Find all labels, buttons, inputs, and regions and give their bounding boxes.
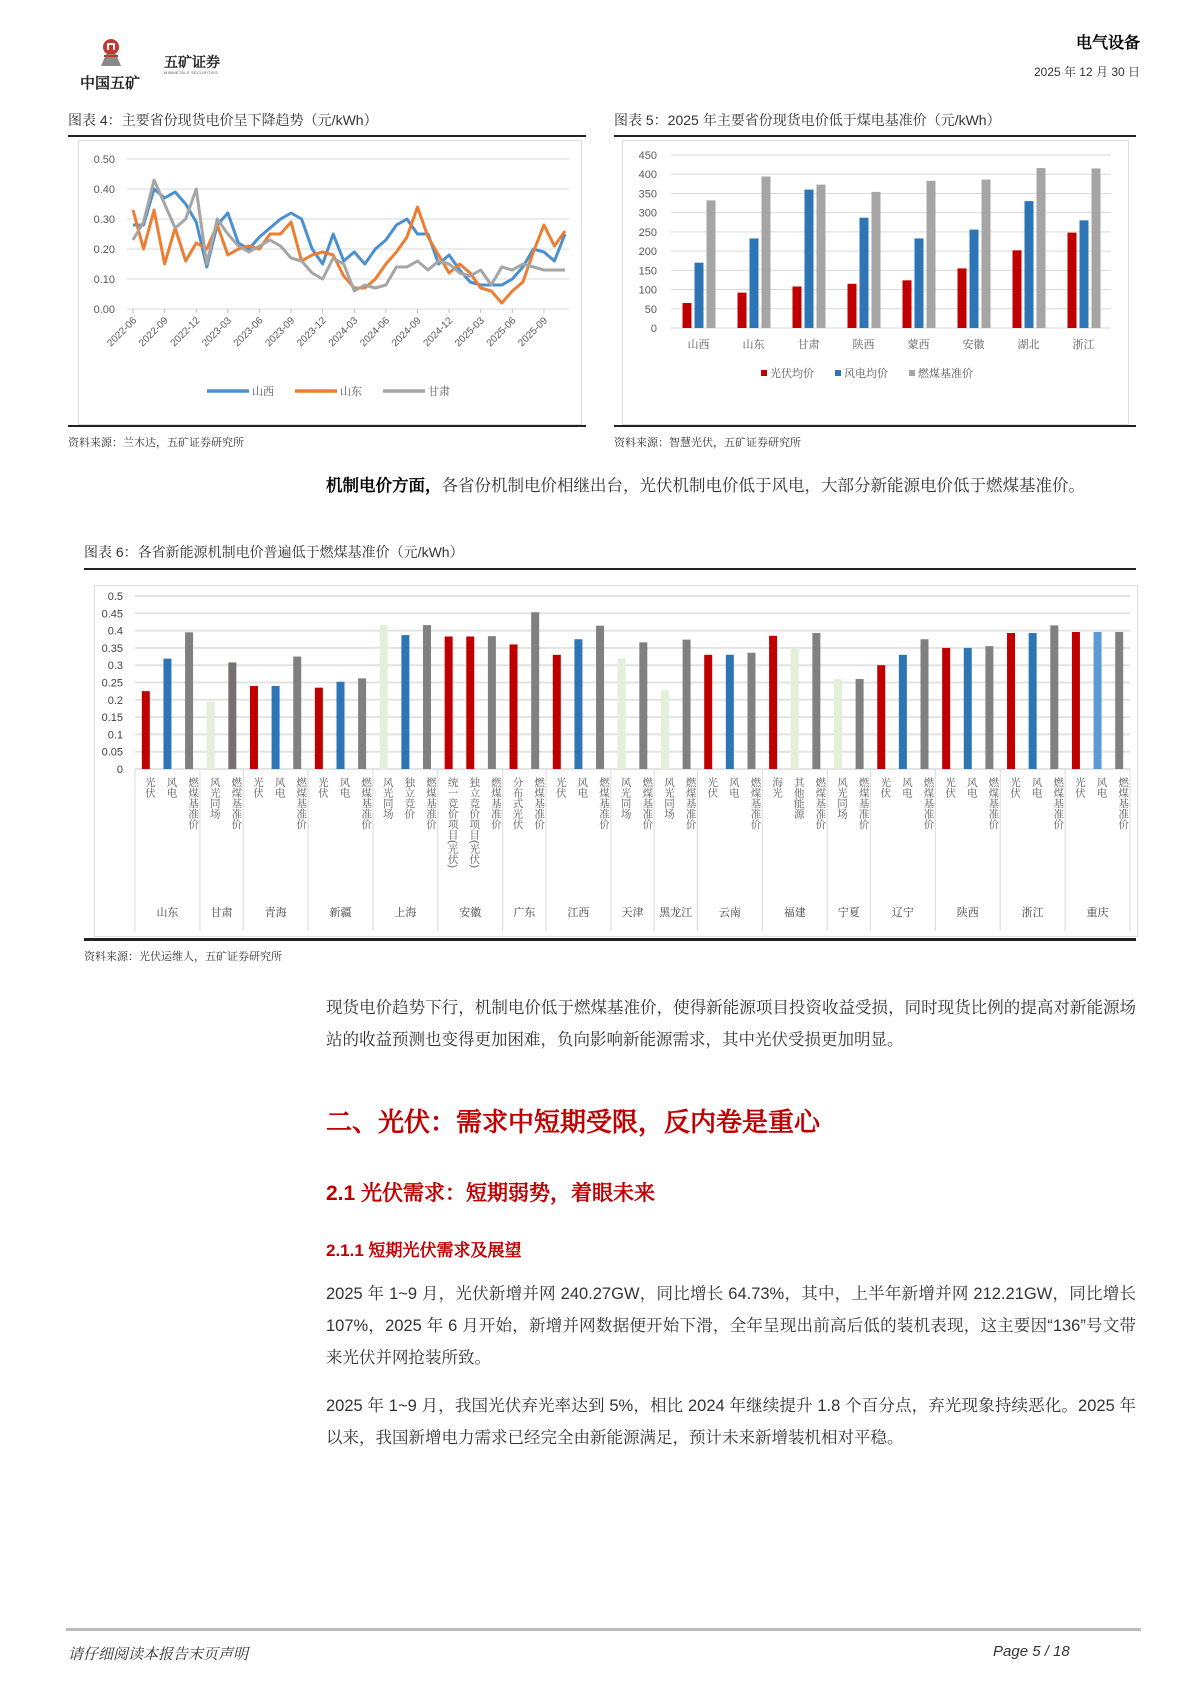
figure5-bottom-rule (614, 425, 1136, 427)
svg-text:海光: 海光 (771, 777, 784, 798)
report-header (1034, 30, 1140, 80)
svg-text:2024-06: 2024-06 (358, 315, 392, 350)
svg-text:陕西: 陕西 (956, 907, 979, 919)
svg-text:燃煤基准价: 燃煤基准价 (814, 777, 827, 830)
svg-text:风电: 风电 (338, 777, 351, 798)
svg-text:天津: 天津 (621, 907, 644, 919)
svg-text:湖北: 湖北 (1017, 339, 1040, 351)
figure6-title: 图表 6：各省新能源机制电价普遍低于燃煤基准价（元/kWh） (84, 544, 464, 560)
figure6-rule (84, 568, 1136, 570)
svg-text:风光同场: 风光同场 (619, 777, 632, 819)
figure4-chart (78, 140, 582, 425)
svg-text:光伏: 光伏 (316, 777, 329, 798)
svg-text:2022-12: 2022-12 (168, 315, 203, 350)
svg-text:燃煤基准价: 燃煤基准价 (230, 777, 243, 830)
svg-text:2023-06: 2023-06 (231, 315, 266, 350)
company-logo (80, 38, 250, 98)
svg-text:2024-12: 2024-12 (421, 315, 456, 350)
svg-text:光伏: 光伏 (1073, 777, 1086, 798)
svg-text:山东: 山东 (742, 339, 765, 351)
svg-text:风光同场: 风光同场 (208, 777, 221, 819)
bar-chart (623, 141, 1128, 424)
svg-text:黑龙江: 黑龙江 (659, 907, 693, 919)
svg-text:燃煤基准价: 燃煤基准价 (187, 777, 200, 830)
svg-text:风光同场: 风光同场 (662, 777, 675, 819)
svg-text:2025-06: 2025-06 (484, 315, 519, 350)
figure5-rule (614, 135, 1136, 137)
svg-text:0.4: 0.4 (107, 625, 123, 638)
svg-text:0.1: 0.1 (107, 729, 123, 742)
svg-text:重庆: 重庆 (1086, 907, 1109, 919)
paragraph-mechanism-price (326, 470, 1136, 502)
svg-text:燃煤基准价: 燃煤基准价 (857, 777, 870, 830)
figure4-rule (68, 135, 586, 137)
svg-text:其他能源: 其他能源 (792, 777, 805, 819)
svg-text:风电: 风电 (273, 777, 286, 798)
svg-text:辽宁: 辽宁 (891, 907, 914, 919)
svg-text:2023-09: 2023-09 (263, 315, 298, 350)
svg-text:广东: 广东 (513, 907, 536, 919)
svg-text:风电: 风电 (1095, 777, 1108, 798)
svg-text:独立竞价项目(光伏): 独立竞价项目(光伏) (468, 777, 481, 868)
svg-text:燃煤基准价: 燃煤基准价 (489, 777, 502, 830)
svg-text:风光同场: 风光同场 (381, 777, 394, 819)
svg-text:0.00: 0.00 (93, 304, 115, 316)
svg-text:光伏: 光伏 (879, 777, 892, 798)
svg-text:安徽: 安徽 (962, 339, 985, 351)
svg-text:燃煤基准价: 燃煤基准价 (922, 777, 935, 830)
svg-text:云南: 云南 (718, 907, 741, 919)
svg-text:光伏: 光伏 (554, 777, 567, 798)
figure6-source: 资料来源：光伏运维人，五矿证券研究所 (84, 951, 282, 963)
emblem-icon (98, 38, 124, 66)
paragraph-curtailment: 2025 年 1~9 月，我国光伏弃光率达到 5%，相比 2024 年继续提升 1.8 个百分点，弃光现象持续恶化。2025 年以来，我国新增电力需求已经完全由新能源满足，预计未来新增装机相对平稳。 (326, 1397, 1136, 1447)
svg-text:甘肃: 甘肃 (210, 907, 233, 919)
svg-text:青海: 青海 (264, 907, 287, 919)
svg-text:燃煤基准价: 燃煤基准价 (425, 777, 438, 830)
svg-text:分布式光伏: 分布式光伏 (511, 777, 524, 830)
svg-text:2022-06: 2022-06 (105, 315, 140, 350)
footer-divider (66, 1628, 1141, 1631)
svg-text:0.45: 0.45 (101, 608, 123, 621)
svg-text:0.15: 0.15 (101, 712, 123, 725)
svg-text:2024-03: 2024-03 (326, 315, 361, 350)
svg-text:燃煤基准价: 燃煤基准价 (749, 777, 762, 830)
svg-text:0.05: 0.05 (101, 746, 123, 759)
svg-text:风电: 风电 (900, 777, 913, 798)
svg-text:2024-09: 2024-09 (389, 315, 424, 350)
svg-text:0.35: 0.35 (101, 642, 123, 655)
svg-text:2023-03: 2023-03 (200, 315, 234, 350)
svg-text:宁夏: 宁夏 (837, 907, 860, 919)
svg-text:风电: 风电 (576, 777, 589, 798)
logo-company-name: 中国五矿 (80, 75, 141, 92)
svg-text:0.30: 0.30 (93, 214, 115, 226)
svg-text:燃煤基准价: 燃煤基准价 (360, 777, 373, 830)
svg-text:0.3: 0.3 (107, 660, 123, 673)
figure6-bottom-rule (84, 938, 1136, 941)
svg-text:江西: 江西 (567, 907, 590, 919)
svg-text:光伏: 光伏 (143, 777, 156, 798)
svg-text:蒙西: 蒙西 (907, 339, 930, 351)
svg-text:光伏: 光伏 (251, 777, 264, 798)
svg-text:燃煤基准价: 燃煤基准价 (598, 777, 611, 830)
svg-text:50: 50 (644, 303, 657, 316)
svg-text:燃煤基准价: 燃煤基准价 (1052, 777, 1065, 830)
svg-text:福建: 福建 (783, 907, 806, 919)
svg-text:150: 150 (638, 265, 657, 278)
svg-text:独立竞价: 独立竞价 (403, 777, 416, 819)
svg-text:风电均价: 风电均价 (844, 368, 888, 380)
svg-text:新疆: 新疆 (329, 907, 352, 919)
svg-text:燃煤基准价: 燃煤基准价 (918, 368, 973, 380)
footer-disclaimer: 请仔细阅读本报告末页声明 (68, 1646, 249, 1663)
svg-text:0.40: 0.40 (93, 184, 115, 196)
svg-text:200: 200 (638, 246, 657, 259)
paragraph-spot-price: 现货电价趋势下行，机制电价低于燃煤基准价，使得新能源项目投资收益受损，同时现货比例的提高对新能源场站的收益预测也变得更加困难，负向影响新能源需求，其中光伏受损更加明显。 (326, 999, 1136, 1049)
section-heading: 二、光伏：需求中短期受限，反内卷是重心 (326, 1107, 821, 1137)
svg-text:0: 0 (650, 323, 657, 335)
svg-text:光伏: 光伏 (1009, 777, 1022, 798)
svg-text:300: 300 (638, 207, 657, 220)
svg-text:山东: 山东 (156, 907, 179, 919)
svg-text:浙江: 浙江 (1021, 907, 1044, 919)
svg-text:350: 350 (638, 188, 657, 201)
figure4-source: 资料来源：兰木达，五矿证券研究所 (68, 437, 244, 449)
figure5-title: 图表 5：2025 年主要省份现货电价低于煤电基准价（元/kWh） (614, 112, 1001, 128)
paragraph-pv-installs: 2025 年 1~9 月，光伏新增并网 240.27GW，同比增长 64.73%，其中，上半年新增并网 212.21GW，同比增长 107%，2025 年 6 月开始，新增并网数据便开始下滑，全年呈现出前高后低的装机表现，这主要因“136”号文带来光伏并网抢装所致。 (326, 1285, 1136, 1367)
svg-text:0.20: 0.20 (93, 244, 115, 256)
svg-text:燃煤基准价: 燃煤基准价 (641, 777, 654, 830)
svg-text:光伏均价: 光伏均价 (770, 368, 814, 380)
svg-text:风电: 风电 (165, 777, 178, 798)
svg-text:山东: 山东 (340, 386, 362, 398)
figure4-title: 图表 4：主要省份现货电价呈下降趋势（元/kWh） (68, 112, 378, 128)
svg-text:0.2: 0.2 (107, 694, 123, 707)
svg-text:山西: 山西 (687, 339, 710, 351)
svg-text:光伏: 光伏 (944, 777, 957, 798)
svg-text:0.50: 0.50 (93, 154, 115, 166)
svg-text:0.5: 0.5 (107, 591, 123, 603)
svg-text:风光同场: 风光同场 (835, 777, 848, 819)
svg-text:2023-12: 2023-12 (295, 315, 329, 350)
subsection-heading: 2.1 光伏需求：短期弱势，着眼未来 (326, 1182, 656, 1205)
svg-text:燃煤基准价: 燃煤基准价 (987, 777, 1000, 830)
svg-text:0: 0 (116, 764, 123, 776)
page-number: Page 5 / 18 (993, 1643, 1070, 1660)
svg-text:山西: 山西 (252, 386, 274, 398)
svg-text:2025-03: 2025-03 (453, 315, 487, 350)
svg-text:光伏: 光伏 (706, 777, 719, 798)
svg-text:100: 100 (638, 284, 657, 297)
paragraph-lead: 机制电价方面， (326, 477, 442, 495)
figure4-bottom-rule (68, 425, 586, 427)
figure5-source: 资料来源：智慧光伏，五矿证券研究所 (614, 437, 801, 449)
svg-text:250: 250 (638, 226, 657, 239)
svg-text:2022-09: 2022-09 (136, 315, 171, 350)
paragraph-text: 各省份机制电价相继出台，光伏机制电价低于风电，大部分新能源电价低于燃煤基准价。 (441, 477, 1085, 495)
line-chart (79, 141, 581, 424)
figure5-chart (622, 140, 1129, 425)
svg-text:2025-09: 2025-09 (516, 315, 551, 350)
svg-text:甘肃: 甘肃 (428, 386, 450, 398)
sector-label: 电气设备 (1075, 35, 1140, 52)
svg-text:450: 450 (638, 150, 657, 162)
logo-brand-en: MINMETALS SECURITIES (164, 70, 219, 75)
svg-text:风电: 风电 (727, 777, 740, 798)
svg-text:燃煤基准价: 燃煤基准价 (533, 777, 546, 830)
svg-text:风电: 风电 (965, 777, 978, 798)
figure6-chart (94, 585, 1138, 937)
svg-text:陕西: 陕西 (852, 339, 875, 351)
svg-text:上海: 上海 (394, 907, 417, 919)
svg-text:0.10: 0.10 (93, 274, 115, 286)
svg-text:燃煤基准价: 燃煤基准价 (684, 777, 697, 830)
svg-text:0.25: 0.25 (101, 677, 123, 690)
svg-text:风电: 风电 (1030, 777, 1043, 798)
svg-text:400: 400 (638, 169, 657, 182)
subsubsection-heading: 2.1.1 短期光伏需求及展望 (326, 1241, 522, 1260)
svg-text:浙江: 浙江 (1072, 339, 1095, 351)
svg-text:安徽: 安徽 (459, 907, 482, 919)
svg-text:燃煤基准价: 燃煤基准价 (1117, 777, 1130, 830)
grouped-bar-chart (95, 586, 1137, 936)
svg-text:甘肃: 甘肃 (797, 339, 820, 351)
logo-brand-name: 五矿证券 (164, 54, 220, 70)
report-date: 2025 年 12 月 30 日 (1033, 65, 1140, 79)
svg-text:统一竞价项目(光伏): 统一竞价项目(光伏) (446, 777, 459, 868)
svg-text:燃煤基准价: 燃煤基准价 (295, 777, 308, 830)
